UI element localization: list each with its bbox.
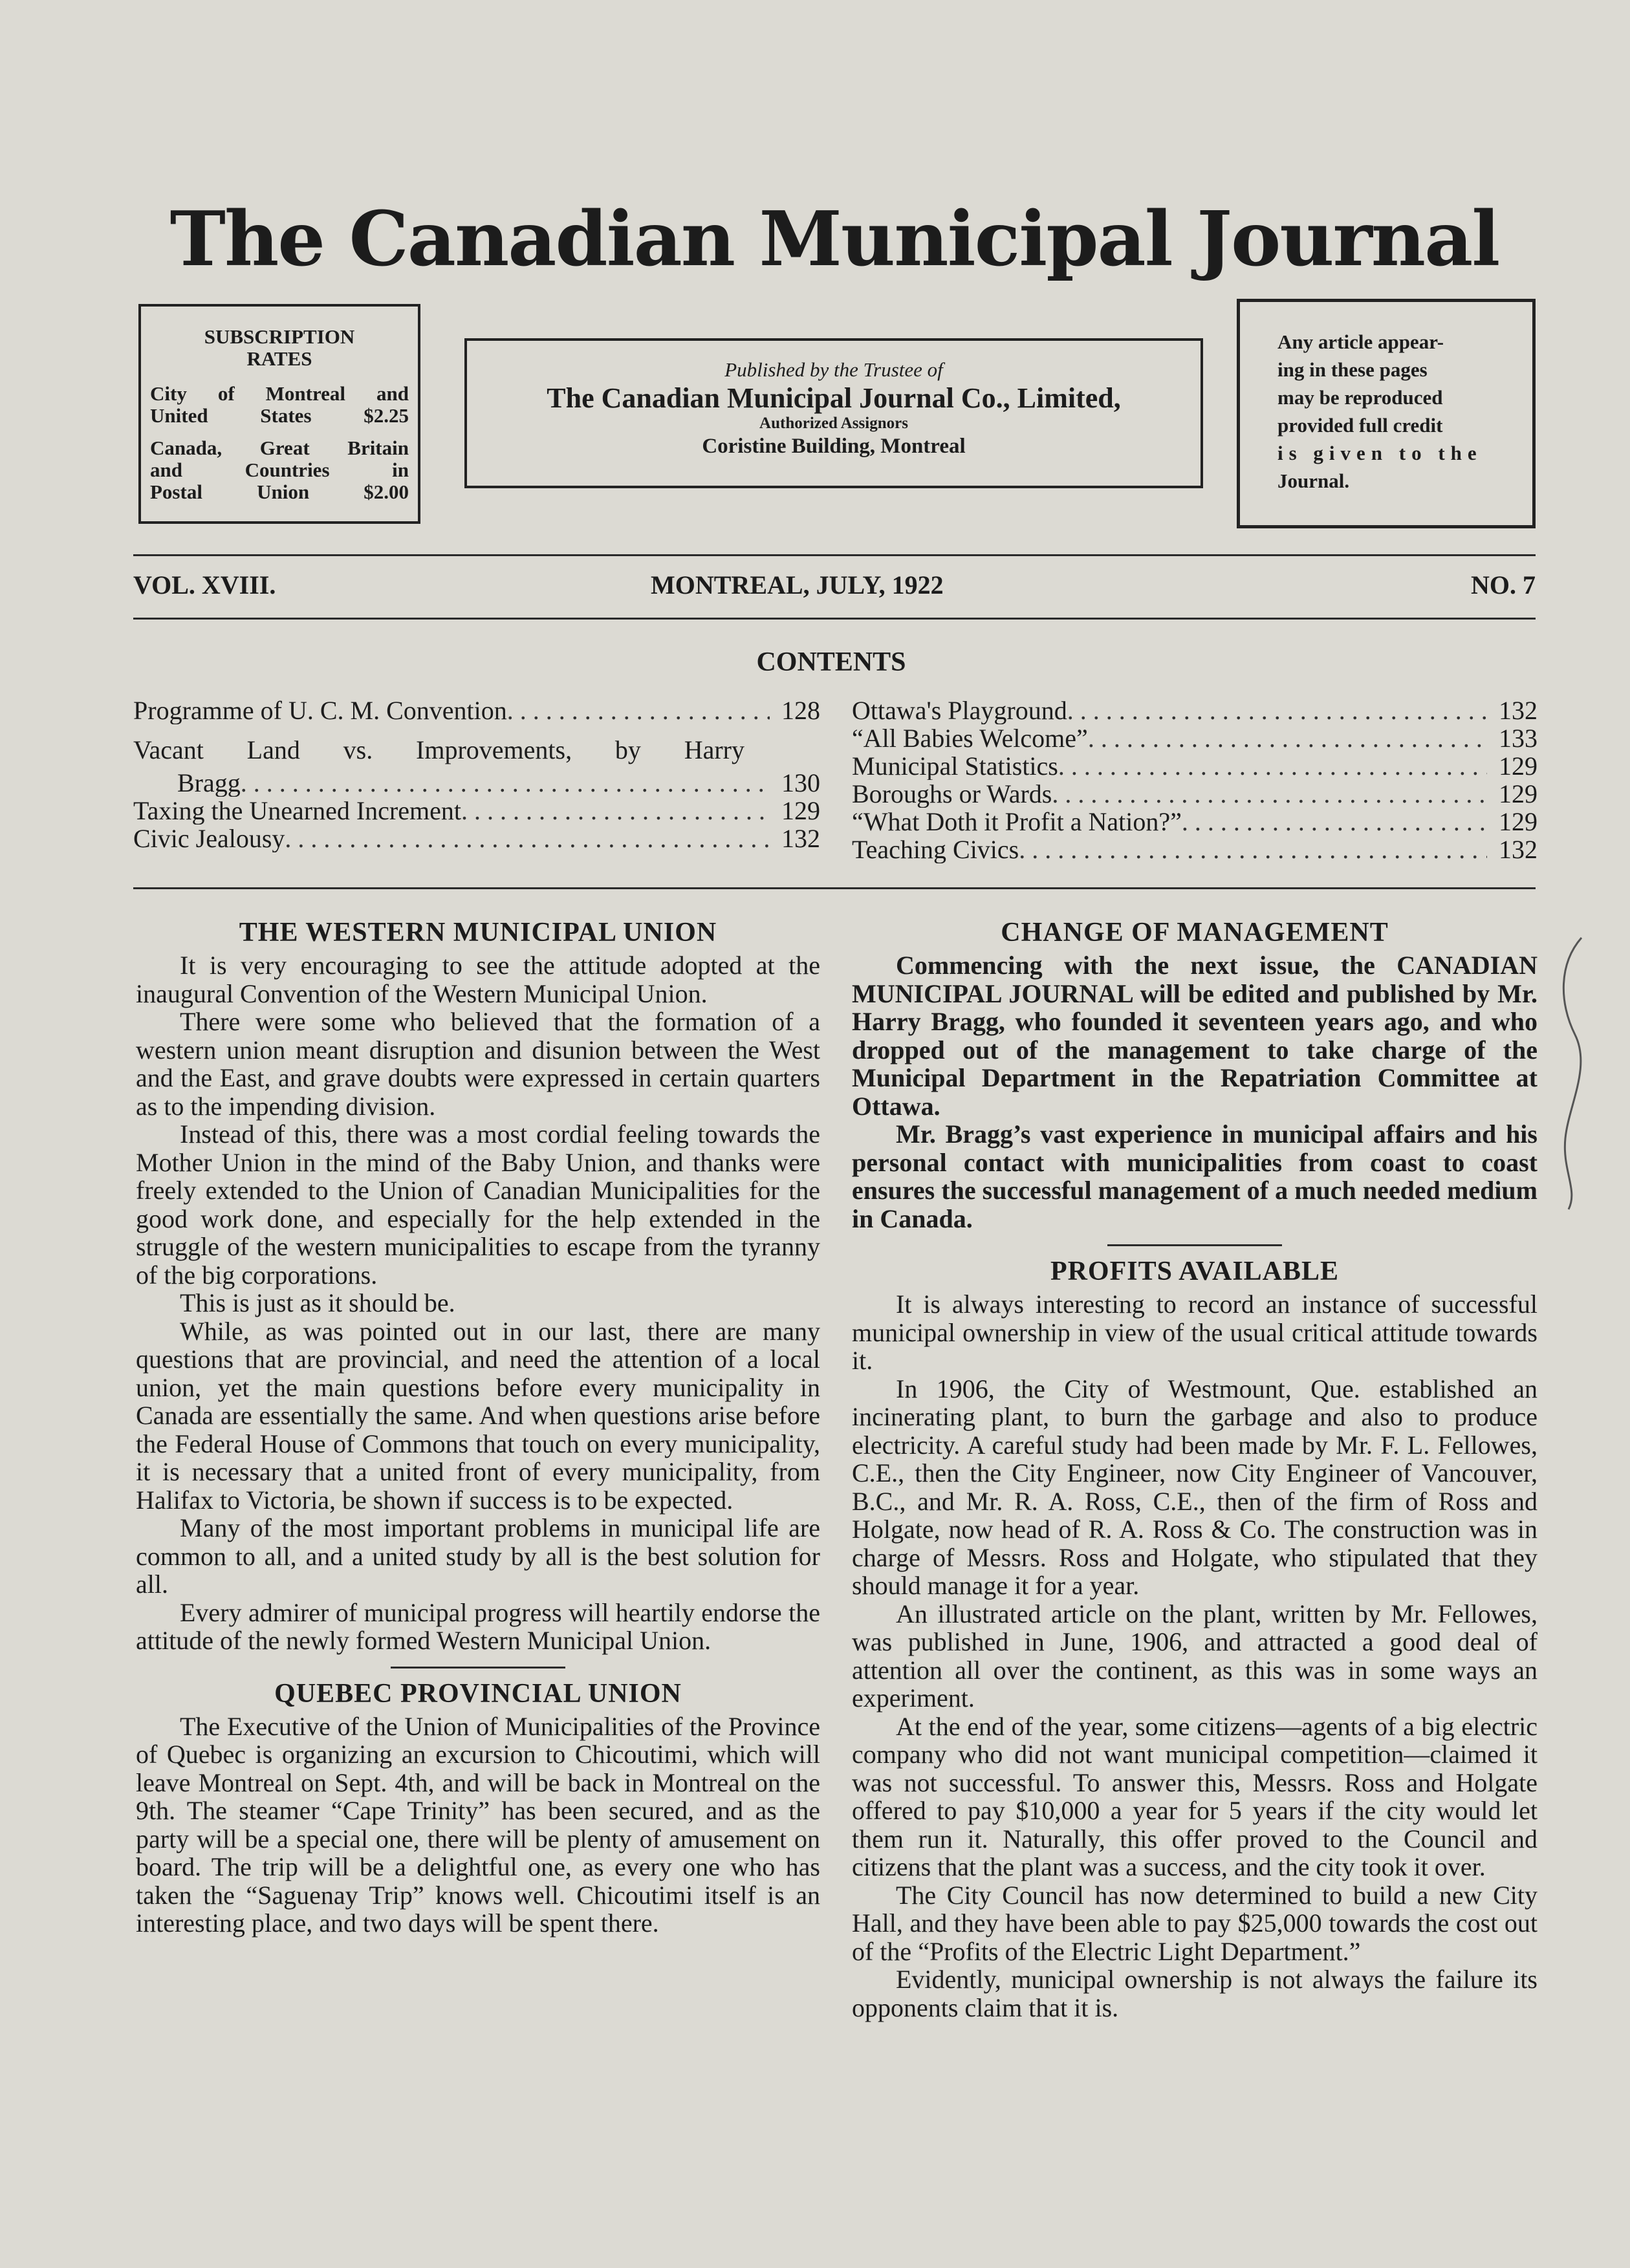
contents-entry-page: 132 — [1499, 697, 1538, 724]
notice-line: Journal. — [1277, 470, 1350, 492]
subscription-title: SUBSCRIPTION — [204, 325, 355, 348]
contents-entry-title: Boroughs or Wards — [852, 780, 1052, 808]
article-paragraph: The City Council has now determined to build a new City Hall, and they have been able to pay $25,000 towards the cost out of the “Profits of the Electric Light Department.” — [852, 1880, 1538, 1966]
article-paragraph: At the end of the year, some citizens—agents of a big electric company who did not want municipal competition—claimed it was not successful. To answer this, Messrs. Ross and Holgate offered to pay $10,000 a year for 5 years if the city would let them run it. Naturally, this offer proved to the Council and citizens that the plant was a success, and the city took it over. — [852, 1711, 1538, 1881]
contents-entry[interactable] — [852, 780, 1538, 808]
contents-entry-page: 129 — [1499, 808, 1538, 836]
article-paragraph: There were some who believed that the formation of a western union meant disruption and disunion between the West and the East, and grave doubts were expressed in certain quarters as to the impending division. — [136, 1007, 820, 1121]
article-paragraph: Commencing with the next issue, the CANADIAN MUNICIPAL JOURNAL will be edited and published by Mr. Harry Bragg, who founded it seventeen years ago, and who dropped out of the management to take charge of the Municipal Department in the Repatriation Committee at Ottawa. — [852, 951, 1538, 1121]
article-heading-change-of-management: CHANGE OF MANAGEMENT — [1001, 918, 1389, 947]
contents-rule — [133, 887, 1536, 889]
reproduction-notice-box — [1237, 299, 1536, 528]
issue-number: NO. 7 — [1471, 570, 1536, 599]
contents-entry-title-cont: Bragg — [177, 769, 241, 797]
notice-line: ing in these pages — [1277, 358, 1428, 381]
leader-dots — [1067, 697, 1487, 724]
contents-entry-page: 129 — [781, 797, 820, 825]
article-heading-quebec-union: QUEBEC PROVINCIAL UNION — [274, 1678, 682, 1709]
contents-entry[interactable] — [133, 697, 820, 724]
contents-entry-title: Civic Jealousy — [133, 825, 285, 852]
article-paragraph: Mr. Bragg’s vast experience in municipal affairs and his personal contact with municipalities from coast to coast ensures the successful management of a much needed medium in Canada. — [852, 1119, 1538, 1233]
published-by-line: Published by the Trustee of — [724, 358, 943, 381]
contents-entry-title: “All Babies Welcome” — [852, 724, 1088, 752]
article-paragraph: It is always interesting to record an instance of successful municipal ownership in view of the usual critical attitude towards it. — [852, 1290, 1538, 1375]
leader-dots — [1088, 724, 1487, 752]
notice-line: Any article appear- — [1277, 330, 1444, 353]
contents-heading: CONTENTS — [756, 647, 906, 677]
leader-dots — [1052, 780, 1487, 808]
contents-entry[interactable] — [852, 724, 1538, 752]
contents-entry-title: Taxing the Unearned Increment — [133, 797, 461, 825]
left-article-column — [136, 914, 820, 1938]
publisher-box — [464, 338, 1203, 488]
rate-line: City of Montreal and — [150, 382, 409, 405]
contents-entry-page: 133 — [1499, 724, 1538, 752]
assignors-line: Authorized Assignors — [759, 415, 908, 432]
contents-entry-title: Municipal Statistics — [852, 752, 1058, 780]
article-heading-profits-available: PROFITS AVAILABLE — [1050, 1257, 1340, 1286]
contents-entry[interactable] — [852, 808, 1538, 836]
article-paragraph: Evidently, municipal ownership is not always the failure its opponents claim that it is. — [852, 1965, 1538, 2022]
publisher-name: The Canadian Municipal Journal Co., Limited, — [547, 382, 1121, 414]
notice-line: provided full credit — [1277, 414, 1443, 437]
contents-entry-page: 132 — [781, 825, 820, 852]
article-paragraph: Many of the most important problems in municipal life are common to all, and a united study by all is the best solution for all. — [136, 1513, 820, 1599]
rate-line: Canada, Great Britain — [150, 437, 409, 459]
article-paragraph: An illustrated article on the plant, written by Mr. Fellowes, was published in June, 1906, and attracted a good deal of attention all over the continent, as this was in some ways an experiment. — [852, 1599, 1538, 1712]
contents-entry-page: 128 — [781, 697, 820, 724]
contents-left-column — [133, 697, 820, 852]
article-paragraph: While, as was pointed out in our last, there are many questions that are provincial, and need the attention of a local union, yet the main questions before every municipality in Canada are essentially the same. And when questions arise before the Federal House of Commons that touch on every municipality, it is necessary that a united front of every municipality, from Halifax to Victoria, be shown if success is to be expected. — [136, 1316, 820, 1515]
rate-line: Postal Union $2.00 — [150, 481, 409, 503]
contents-entry-page: 129 — [1499, 752, 1538, 780]
volume-number: VOL. XVIII. — [133, 570, 276, 599]
issue-rule-top — [133, 554, 1536, 556]
leader-dots — [285, 825, 770, 852]
contents-entry-page: 130 — [781, 769, 820, 797]
leader-dots — [1182, 808, 1487, 836]
contents-entry[interactable] — [852, 697, 1538, 724]
publisher-address: Coristine Building, Montreal — [702, 435, 966, 458]
article-separator — [1107, 1244, 1282, 1246]
contents-entry-page: 132 — [1499, 836, 1538, 863]
contents-entry[interactable] — [133, 736, 820, 797]
contents-entry-title: “What Doth it Profit a Nation?” — [852, 808, 1182, 836]
contents-entry[interactable] — [852, 752, 1538, 780]
notice-line: may be reproduced — [1277, 386, 1443, 409]
article-paragraph: Instead of this, there was a most cordial feeling towards the Mother Union in the mind of the Baby Union, and thanks were freely extended to the Union of Canadian Municipalities for the good work done, and especially for the help extended in the struggle of the western municipalities to escape from the tyranny of the big corporations. — [136, 1119, 820, 1290]
subscription-title-rates: RATES — [246, 347, 312, 370]
issue-rule-bottom — [133, 618, 1536, 620]
margin-pencil-mark — [1556, 925, 1607, 1216]
contents-entry-title: Ottawa's Playground — [852, 697, 1067, 724]
article-heading-western-union: THE WESTERN MUNICIPAL UNION — [239, 918, 717, 947]
contents-entry-title: Vacant Land vs. Improvements, by Harry — [133, 735, 744, 764]
rate-line: and Countries in — [150, 459, 409, 481]
notice-line: is given to the — [1277, 442, 1483, 464]
contents-entry-title: Teaching Civics — [852, 836, 1019, 863]
contents-entry[interactable] — [133, 797, 820, 825]
leader-dots — [1058, 752, 1487, 780]
rate-line: United States $2.25 — [150, 404, 409, 427]
contents-entry[interactable] — [133, 825, 820, 852]
article-paragraph: This is just as it should be. — [180, 1288, 455, 1317]
leader-dots — [461, 797, 770, 825]
subscription-rates-box — [138, 304, 420, 524]
article-paragraph: Every admirer of municipal progress will heartily endorse the attitude of the newly formed Western Municipal Union. — [136, 1597, 820, 1655]
article-paragraph: It is very encouraging to see the attitude adopted at the inaugural Convention of the Western Municipal Union. — [136, 951, 820, 1008]
contents-entry-title: Programme of U. C. M. Convention — [133, 697, 507, 724]
journal-masthead: The Canadian Municipal Journal — [169, 195, 1499, 283]
leader-dots — [507, 697, 770, 724]
contents-right-column — [852, 697, 1538, 863]
article-paragraph: In 1906, the City of Westmount, Que. established an incinerating plant, to burn the garbage and also to produce electricity. A careful study had been made by Mr. F. L. Fellowes, C.E., then the City Engineer, now City Engineer of Vancouver, B.C., and Mr. R. A. Ross, C.E., then of the firm of Ross and Holgate, now head of R. A. Ross & Co. The construction was in charge of Messrs. Ross and Holgate, who stipulated that they should manage it for a year. — [852, 1374, 1538, 1600]
leader-dots — [1019, 836, 1487, 863]
contents-entry-page: 129 — [1499, 780, 1538, 808]
article-paragraph: The Executive of the Union of Municipalities of the Province of Quebec is organizing an excursion to Chicoutimi, which will leave Montreal on Sept. 4th, and will be back in Montreal on the 9th. The steamer “Cape Trinity” has been secured, and as the party will be a special one, there will be plenty of amusement on board. The trip will be a delightful one, as every one who has taken the “Saguenay Trip” knows well. Chicoutimi itself is an interesting place, and two days will be spent there. — [136, 1711, 820, 1938]
leader-dots — [241, 769, 770, 797]
article-separator — [391, 1667, 565, 1669]
issue-dateline: MONTREAL, JULY, 1922 — [651, 570, 944, 599]
right-article-column — [852, 914, 1538, 2022]
contents-entry[interactable] — [852, 836, 1538, 863]
